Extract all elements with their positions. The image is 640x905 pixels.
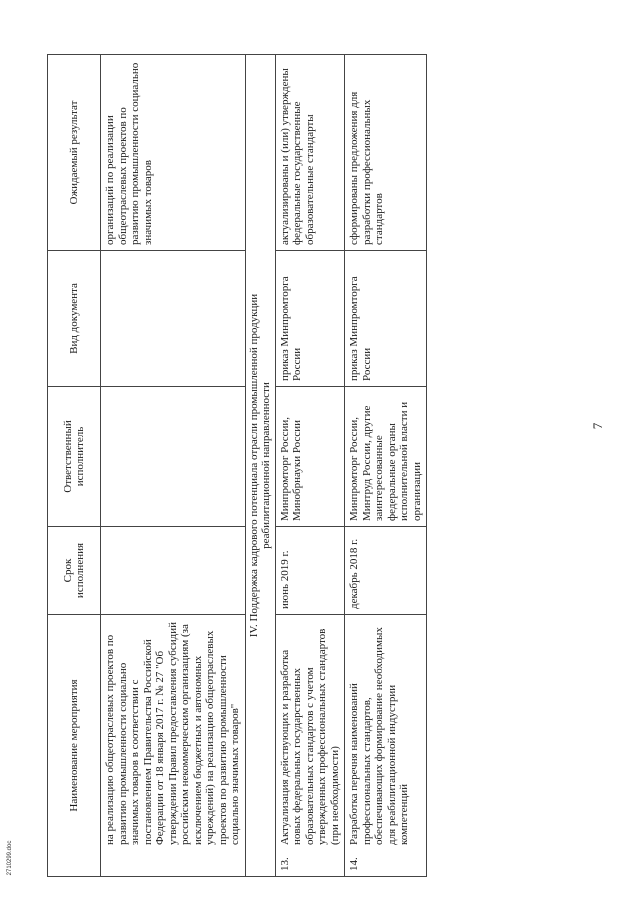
cell-executor <box>101 387 246 527</box>
section-title-line2: реабилитационной направленности <box>260 382 272 549</box>
measures-table <box>47 54 427 877</box>
header-name: Наименование мероприятия <box>48 615 101 877</box>
table-row <box>345 55 427 877</box>
footer-document-code: 2710299.doc <box>7 840 13 876</box>
cell-doc-type: приказ Минпромторга России <box>345 251 427 387</box>
table-row-continuation <box>101 55 246 877</box>
cell-doc-type: приказ Минпромторга России <box>275 251 345 387</box>
cell-name <box>345 615 427 877</box>
cell-result: актуализированы и (или) утверждены федеральные государственные образовательные стандарты <box>275 55 345 251</box>
header-doc-type: Вид документа <box>48 251 101 387</box>
measures-table-wrapper <box>47 55 593 877</box>
cell-executor: Минпромторг России, Минтруд России, другие заинтересованные федеральные органы исполнительной власти и организации <box>345 387 427 527</box>
cell-term: декабрь 2018 г. <box>345 527 427 615</box>
cell-name: на реализацию общеотраслевых проектов по развитию промышленности социально значимых товаров в соответствии с постановлением Правительства Российской Федерации от 18 января 2017 г. № 27 "Об утверждении Правил предоставления субсидий российским некоммерческим организациям (за исключением бюджетных и автономных учреждений) на реализацию общеотраслевых проектов по развитию промышленности социально значимых товаров" <box>101 615 246 877</box>
header-result: Ожидаемый результат <box>48 55 101 251</box>
header-executor: Ответственный исполнитель <box>48 387 101 527</box>
cell-term: июнь 2019 г. <box>275 527 345 615</box>
row-name: Актуализация действующих и разработка новых федеральных государственных образовательных стандартов с учетом утвержденных профессиональных стандартов (при необходимости) <box>278 628 341 845</box>
section-title-line1: IV. Поддержка кадрового потенциала отрасли промышленной продукции <box>247 293 260 638</box>
cell-term <box>101 527 246 615</box>
cell-result: сформированы предложения для разработки профессиональных стандартов <box>345 55 427 251</box>
section-title <box>245 55 275 877</box>
header-term: Срок исполнения <box>48 527 101 615</box>
cell-name <box>275 615 345 877</box>
table-header-row <box>48 55 101 877</box>
row-number: 13. <box>278 857 291 871</box>
cell-result: организаций по реализации общеотраслевых проектов по развитию промышленности социально значимых товаров <box>101 55 246 251</box>
row-number: 14. <box>348 857 360 871</box>
table-row <box>275 55 345 877</box>
row-name: Разработка перечня наименований профессиональных стандартов, обеспечивающих формирование необходимых для реабилитационной индустрии компетенций <box>348 627 410 845</box>
page-number: 7 <box>590 422 605 430</box>
section-row <box>245 55 275 877</box>
cell-doc-type <box>101 251 246 387</box>
cell-executor: Минпромторг России, Минобрнауки России <box>275 387 345 527</box>
